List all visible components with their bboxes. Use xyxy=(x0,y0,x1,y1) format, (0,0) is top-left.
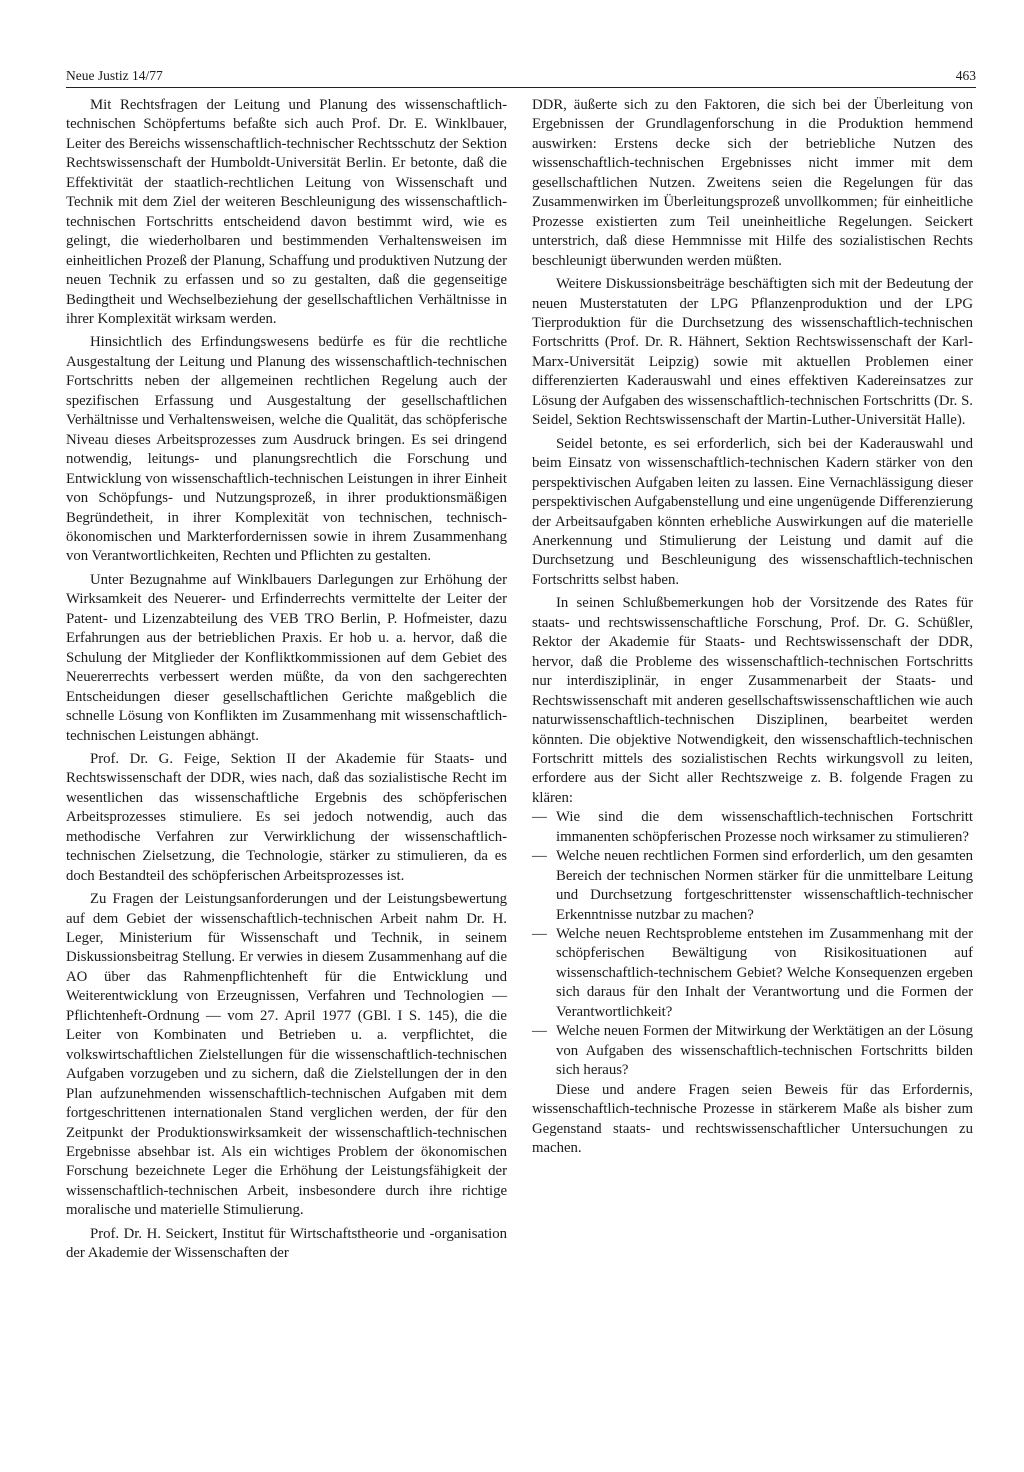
header-rule xyxy=(66,87,976,88)
journal-title: Neue Justiz 14/77 xyxy=(66,68,163,83)
question-item: — Wie sind die dem wissenschaftlich-technischen Fortschritt immanenten schöpferischen Prozesse noch wirksamer zu stimulieren? xyxy=(532,808,973,847)
paragraph: Unter Bezugnahme auf Winklbauers Darlegungen zur Erhöhung der Wirksamkeit des Neuerer- und Erfinderrechts vermittelte der Leiter der Patent- und Lizenzabteilung des VEB TRO Berlin, P. Hofmeister, dazu Erfahrungen aus der betrieblichen Praxis. Er hob u. a. hervor, daß die Schulung der Mitglieder der Konfliktkommissionen auf dem Gebiet des Neuererrechts verbessert werden müßte, da von den sachgerechten Entscheidungen dieser gesellschaftlichen Gerichte maßgeblich die schnelle Lösung von Konflikten im Zusammenhang mit wissenschaftlich-technischen Leistungen abhängt. xyxy=(66,571,507,744)
paragraph: Weitere Diskussionsbeiträge beschäftigten sich mit der Bedeutung der neuen Musterstatuten der LPG Pflanzenproduktion und der LPG Tierproduktion für die Durchsetzung des wissenschaftlich-technischen Fortschritts (Prof. Dr. R. Hähnert, Sektion Rechtswissenschaft der Karl-Marx-Universität Leipzig) sowie mit aktuellen Problemen einer differenzierten Kaderauswahl und eines effektiven Kadereinsatzes zur Lösung der Aufgaben des wissenschaftlich-technischen Fortschritts (Dr. S. Seidel, Sektion Rechtswissenschaft der Martin-Luther-Universität Halle). xyxy=(532,276,973,429)
closing-paragraph: Diese und andere Fragen seien Beweis für das Erfordernis, wissenschaftlich-technische Prozesse in stärkerem Maße als bisher zum Gegenstand staats- und rechtswissenschaftlicher Untersuchungen zu machen. xyxy=(532,1081,973,1157)
paragraph: Hinsichtlich des Erfindungswesens bedürfe es für die rechtliche Ausgestaltung der Leitung und Planung des wissenschaftlich-technischen Fortschritts neben der allgemeinen rechtlichen Regelung auch der spezifischen Erfassung und Ausgestaltung der gesellschaftlichen Verhältnisse und Verhaltensweisen, welche die Qualität, das schöpferische Niveau dieses Arbeitsprozesses zum Ausdruck bringen. Es sei dringend notwendig, leitungs- und planungsrechtlich die Forschung und Entwicklung von wissenschaftlich-technischen Leistungen in ihrer Einheit von Schöpfungs- und Nutzungsprozeß, in ihrer produktionsmäßigen Begründetheit, in ihrer Komplexität von technischen, technisch-ökonomischen und Markterfordernissen sowie in ihrem Zusammenhang von Verantwortlichkeiten, Rechten und Pflichten zu gestalten. xyxy=(66,334,507,565)
question-list xyxy=(532,808,973,1080)
page-number: 463 xyxy=(955,68,976,83)
left-column xyxy=(66,96,507,1264)
running-header xyxy=(66,66,976,86)
paragraph: Prof. Dr. G. Feige, Sektion II der Akademie für Staats- und Rechtswissenschaft der DDR, wies nach, daß das sozialistische Recht im wesentlichen das wissenschaftliche Ergebnis des schöpferischen Arbeitsprozesses stimuliere. Es sei jedoch notwendig, auch das methodische Verfahren zur Verwirklichung der wissenschaftlich-technischen Zielsetzung, die Technologie, stärker zu stimulieren, da es doch Bestandteil des schöpferischen Arbeitsprozesses ist. xyxy=(66,750,507,884)
paragraph: Mit Rechtsfragen der Leitung und Planung des wissenschaftlich-technischen Schöpfertums befaßte sich auch Prof. Dr. E. Winklbauer, Leiter des Bereichs wissenschaftlich-technischer Rechtsschutz der Sektion Rechtswissenschaft der Humboldt-Universität Berlin. Er betonte, daß die Effektivität der staatlich-rechtlichen Leitung von Wissenschaft und Technik mit dem Ziel der weiteren Beschleunigung des wissenschaftlich-technischen Fortschritts entscheidend davon bestimmt wird, wie es gelingt, die wiederholbaren und bestimmenden Verhaltensweisen im einheitlichen Prozeß der Planung, Schaffung und produktiven Nutzung der neuen Technik zu erfassen und so zu gestalten, daß die gegenseitige Bedingtheit und Wechselbeziehung der gesellschaftlichen Verhältnisse in ihrer Komplexität wirksam werden. xyxy=(66,97,507,327)
paragraph: In seinen Schlußbemerkungen hob der Vorsitzende des Rates für staats- und rechtswissenschaftliche Forschung, Prof. Dr. G. Schüßler, Rektor der Akademie für Staats- und Rechtswissenschaft der DDR, hervor, daß die Probleme des wissenschaftlich-technischen Fortschritts nur interdisziplinär, in enger Zusammenarbeit der Staats- und Rechtswissenschaft mit anderen gesellschaftswissenschaftlichen wie auch naturwissenschaftlich-technischen Disziplinen, bearbeitet werden könnten. Die objektive Notwendigkeit, den wissenschaftlich-technischen Fortschritt mittels des sozialistischen Rechts wirkungsvoll zu leiten, erfordere aus der Sicht aller Rechtszweige z. B. folgende Fragen zu klären: xyxy=(532,595,973,806)
question-item: — Welche neuen Formen der Mitwirkung der Werktätigen an der Lösung von Aufgaben des wissenschaftlich-technischen Fortschritts bilden sich heraus? xyxy=(532,1022,973,1080)
paragraph: Zu Fragen der Leistungsanforderungen und der Leistungsbewertung auf dem Gebiet der wissenschaftlich-technischen Arbeit nahm Dr. H. Leger, Ministerium für Wissenschaft und Technik, in seinem Diskussionsbeitrag Stellung. Er verwies in diesem Zusammenhang auf die AO über das Rahmenpflichtenheft für die Entwicklung und Weiterentwicklung von Erzeugnissen, Verfahren und Technologien — Pflichtenheft-Ordnung — vom 27. April 1977 (GBl. I S. 145), die die Leiter von Kombinaten und Betrieben u. a. verpflichtet, die volkswirtschaftlichen Zielstellungen für die wissenschaftlich-technischen Aufgaben vorzugeben und zu sichern, daß die Zielstellungen der in den Plan aufzunehmenden wissenschaftlich-technischen Aufgaben mit dem fortgeschrittenen internationalen Stand verglichen werden, der für den Zeitpunkt der Produktionswirksamkeit der wissenschaftlich-technischen Ergebnisse absehbar ist. Als ein wichtiges Problem der ökonomischen Forschung bezeichnete Leger die Erhöhung der Leistungsfähigkeit der wissenschaftlich-technischen Arbeit, insbesondere durch ihre richtige moralische und materielle Stimulierung. xyxy=(66,891,507,1219)
question-item: — Welche neuen Rechtsprobleme entstehen im Zusammenhang mit der schöpferischen Bewältigung von Risikosituationen auf wissenschaftlich-technischem Gebiet? Welche Konsequenzen ergeben sich daraus für den Inhalt der Verantwortung und die Formen der Verantwortlichkeit? xyxy=(532,925,973,1022)
paragraph-continued: DDR, äußerte sich zu den Faktoren, die sich bei der Überleitung von Ergebnissen der Grundlagenforschung in die Produktion hemmend auswirken: Erstens decke sich der betriebliche Nutzen des wissenschaftlich-technischen Ergebnisses nicht immer mit dem gesellschaftlichen Nutzen. Zweitens seien die Regelungen für das Zusammenwirken im Überleitungsprozeß unvollkommen; für einheitliche Prozesse existierten zum Teil uneinheitliche Regelungen. Seickert unterstrich, daß diese Hemmnisse mit Hilfe des sozialistischen Rechts beschleunigt überwunden werden müßten. xyxy=(532,97,973,269)
paragraph: Seidel betonte, es sei erforderlich, sich bei der Kaderauswahl und beim Einsatz von wissenschaftlich-technischen Kadern stärker von den perspektivischen Aufgaben leiten zu lassen. Eine Vernachlässigung dieser perspektivischen Aufgabenstellung und eine ungenügende Differenzierung der Arbeitsaufgaben könnten erhebliche Auswirkungen auf die materielle Anerkennung und Stimulierung der Leistung und damit auf die Durchsetzung und Beschleunigung des wissenschaftlich-technischen Fortschritts selbst haben. xyxy=(532,435,973,588)
question-item: — Welche neuen rechtlichen Formen sind erforderlich, um den gesamten Bereich der technischen Normen stärker für die unmittelbare Leitung und Durchsetzung fortgeschrittenster wissenschaftlich-technischer Erkenntnisse nutzbar zu machen? xyxy=(532,847,973,925)
paragraph: Prof. Dr. H. Seickert, Institut für Wirtschaftstheorie und -organisation der Akademie der Wissenschaften der xyxy=(66,1225,507,1262)
right-column xyxy=(532,96,973,1158)
